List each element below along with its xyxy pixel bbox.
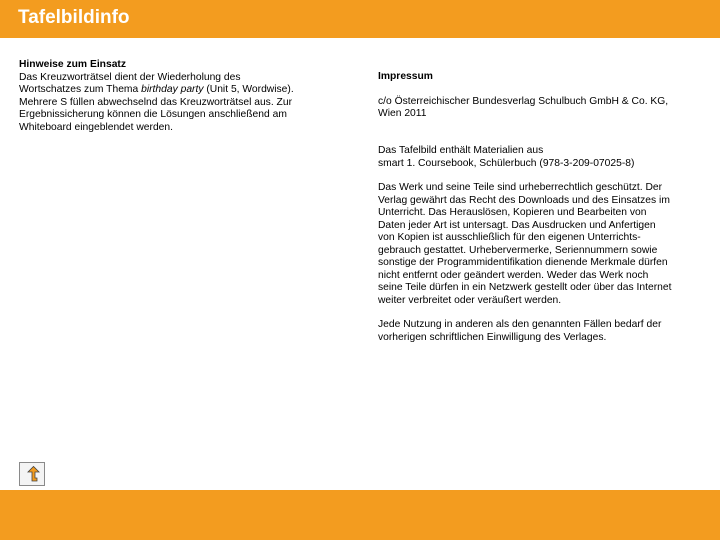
- impressum-heading: Impressum: [378, 70, 433, 82]
- impressum-block: [378, 58, 698, 133]
- materials-paragraph: Das Tafelbild enthält Materialien aus smart 1. Coursebook, Schülerbuch (978-3-209-07025-8): [378, 145, 635, 169]
- usage-notes-line: Whiteboard eingeblendet werden.: [19, 121, 173, 133]
- usage-notes-line: Das Kreuzworträtsel dient der Wiederholung des: [19, 71, 241, 83]
- back-button[interactable]: [19, 462, 45, 486]
- footer-bar: [0, 490, 720, 540]
- page-title: Tafelbildinfo: [18, 7, 130, 28]
- back-arrow-icon: [23, 465, 41, 483]
- header-bar: [0, 0, 720, 38]
- usage-rights-paragraph: Jede Nutzung in anderen als den genannten Fällen bedarf der vorherigen schriftlichen Einwilligung des Verlages.: [378, 319, 662, 343]
- usage-notes-line: Ergebnissicherung können die Lösungen anschließend am: [19, 109, 287, 120]
- usage-notes-heading: Hinweise zum Einsatz: [19, 59, 127, 70]
- impressum-section: [378, 58, 698, 356]
- copyright-paragraph: Das Werk und seine Teile sind urheberrechtlich geschützt. Der Verlag gewährt das Recht des Downloads und des Einsatzes im Unterricht. Das Herauslösen, Kopieren und Bearbeiten von Daten jeder Art ist untersagt. Das Ausdrucken und Anfertigen von Kopien ist ausschließlich für den eigenen Unterrichts- gebrauch gestattet. Urhebervermerke, Seriennummern sowie sonstige der Programmidentifikation dienende Merkmale dürfen nicht entfernt oder geändert werden. Weder das Werk noch seine Teile dürfen in ein Netzwerk gestellt oder über das Internet weiter verbreitet oder veräußert werden.: [378, 182, 672, 306]
- impressum-publisher: c/o Österreichischer Bundesverlag Schulbuch GmbH & Co. KG, Wien 2011: [378, 95, 669, 119]
- usage-notes-line: Mehrere S füllen abwechselnd das Kreuzworträtsel aus. Zur: [19, 96, 292, 108]
- topic-emphasis: birthday party: [141, 84, 204, 95]
- usage-notes-line: [19, 84, 319, 97]
- usage-notes-text: Wortschatzes zum Thema: [19, 84, 142, 95]
- usage-notes-section: [19, 59, 319, 134]
- usage-notes-text: (Unit 5, Wordwise).: [203, 84, 294, 95]
